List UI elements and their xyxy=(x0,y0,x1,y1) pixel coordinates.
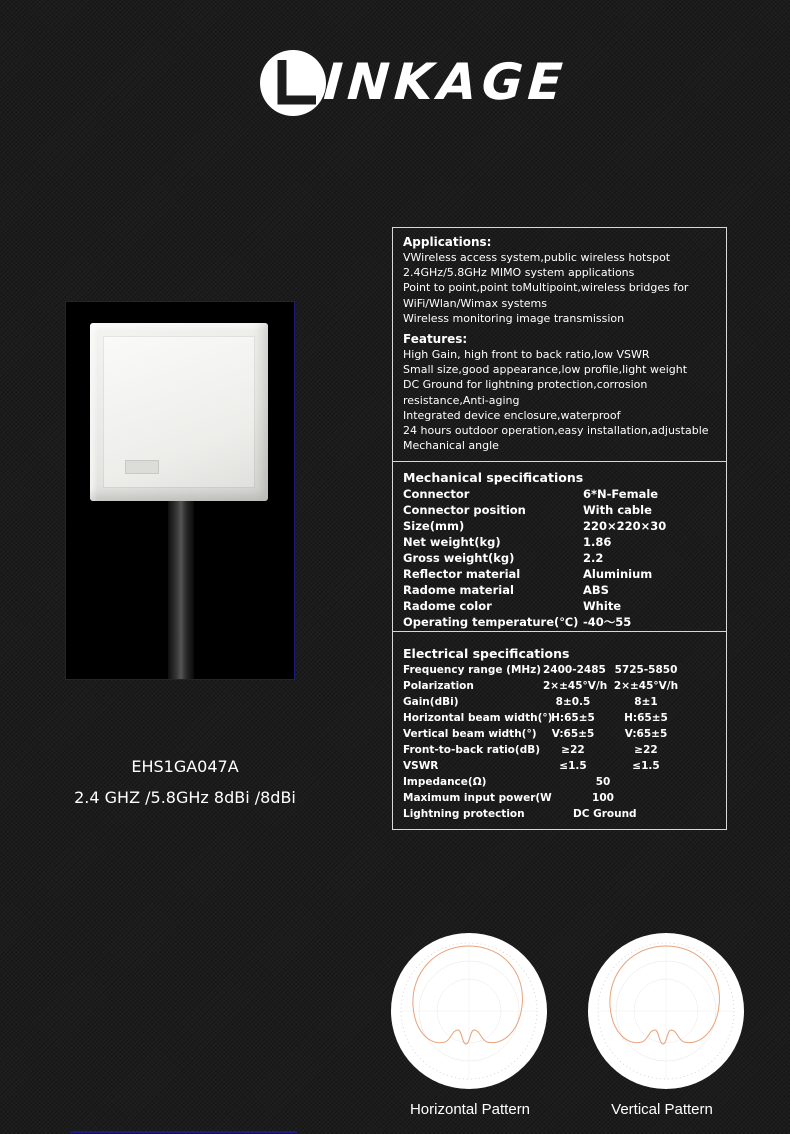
application-line: Wireless monitoring image transmission xyxy=(403,311,625,325)
feature-line: Mechanical angle xyxy=(403,439,499,453)
horizontal-pattern-diagram xyxy=(390,932,548,1090)
product-subtitle: 2.4 GHZ /5.8GHz 8dBi /8dBi xyxy=(74,788,296,807)
elec-row: Horizontal beam width(°) H:65±5 H:65±5 xyxy=(403,712,668,724)
mounting-pole xyxy=(168,492,194,680)
application-line: Point to point,point toMultipoint,wireless bridges for xyxy=(403,281,689,295)
elec-row: Front-to-back ratio(dB) ≥22 ≥22 xyxy=(403,744,658,756)
electrical-section xyxy=(393,632,726,830)
logo-text: INKAGE xyxy=(321,53,570,111)
elec-row: Vertical beam width(°) V:65±5 V:65±5 xyxy=(403,728,668,740)
applications-title: Applications: xyxy=(403,235,492,249)
product-photo xyxy=(65,301,295,680)
logo-mark-icon xyxy=(258,48,328,118)
vertical-pattern-label: Vertical Pattern xyxy=(611,1101,713,1118)
elec-row: Maximum input power(W 100 xyxy=(403,792,614,804)
mech-row: Operating temperature(℃) -40～55 xyxy=(403,615,632,629)
elec-row: Gain(dBi) 8±0.5 8±1 xyxy=(403,696,658,708)
spec-table xyxy=(392,227,727,830)
application-line: WiFi/Wlan/Wimax systems xyxy=(403,296,547,310)
mech-row: Gross weight(kg) 2.2 xyxy=(403,551,604,565)
mechanical-section xyxy=(393,462,726,632)
feature-line: DC Ground for lightning protection,corrosion xyxy=(403,378,648,392)
features-title: Features: xyxy=(403,332,468,347)
feature-line: Integrated device enclosure,waterproof xyxy=(403,408,621,422)
feature-line: 24 hours outdoor operation,easy installation,adjustable xyxy=(403,424,709,438)
application-line: VWireless access system,public wireless hotspot xyxy=(403,251,671,264)
mech-row: Radome material ABS xyxy=(403,583,609,597)
antenna-panel xyxy=(90,323,268,501)
feature-line: High Gain, high front to back ratio,low VSWR xyxy=(403,348,650,362)
applications-features-section xyxy=(393,228,726,462)
mechanical-title: Mechanical specifications xyxy=(403,470,584,485)
divider xyxy=(70,1131,297,1133)
mech-row: Reflector material Aluminium xyxy=(403,567,653,581)
application-line: 2.4GHz/5.8GHz MIMO system applications xyxy=(403,266,635,280)
mech-row: Connector position With cable xyxy=(403,503,652,517)
electrical-title: Electrical specifications xyxy=(403,646,570,661)
mech-row: Size(mm) 220×220×30 xyxy=(403,519,667,533)
elec-row: Polarization 2×±45°V/h 2×±45°V/h xyxy=(403,680,679,692)
vertical-pattern-diagram xyxy=(587,932,745,1090)
product-model: EHS1GA047A xyxy=(131,757,239,776)
mech-row: Connector 6*N-Female xyxy=(403,487,659,501)
feature-line: resistance,Anti-aging xyxy=(403,393,520,407)
horizontal-pattern-label: Horizontal Pattern xyxy=(409,1101,531,1118)
elec-row: VSWR ≤1.5 ≤1.5 xyxy=(403,760,660,772)
mech-row: Radome color White xyxy=(403,599,622,613)
feature-line: Small size,good appearance,low profile,light weight xyxy=(403,363,688,377)
elec-row: Impedance(Ω) 50 xyxy=(403,776,611,788)
brand-logo xyxy=(258,48,570,118)
elec-row: Lightning protection DC Ground xyxy=(403,808,637,820)
panel-label-plate xyxy=(125,460,159,474)
mech-row: Net weight(kg) 1.86 xyxy=(403,535,612,549)
elec-row: Frequency range (MHz) 2400-2485 5725-5850 xyxy=(403,664,678,676)
